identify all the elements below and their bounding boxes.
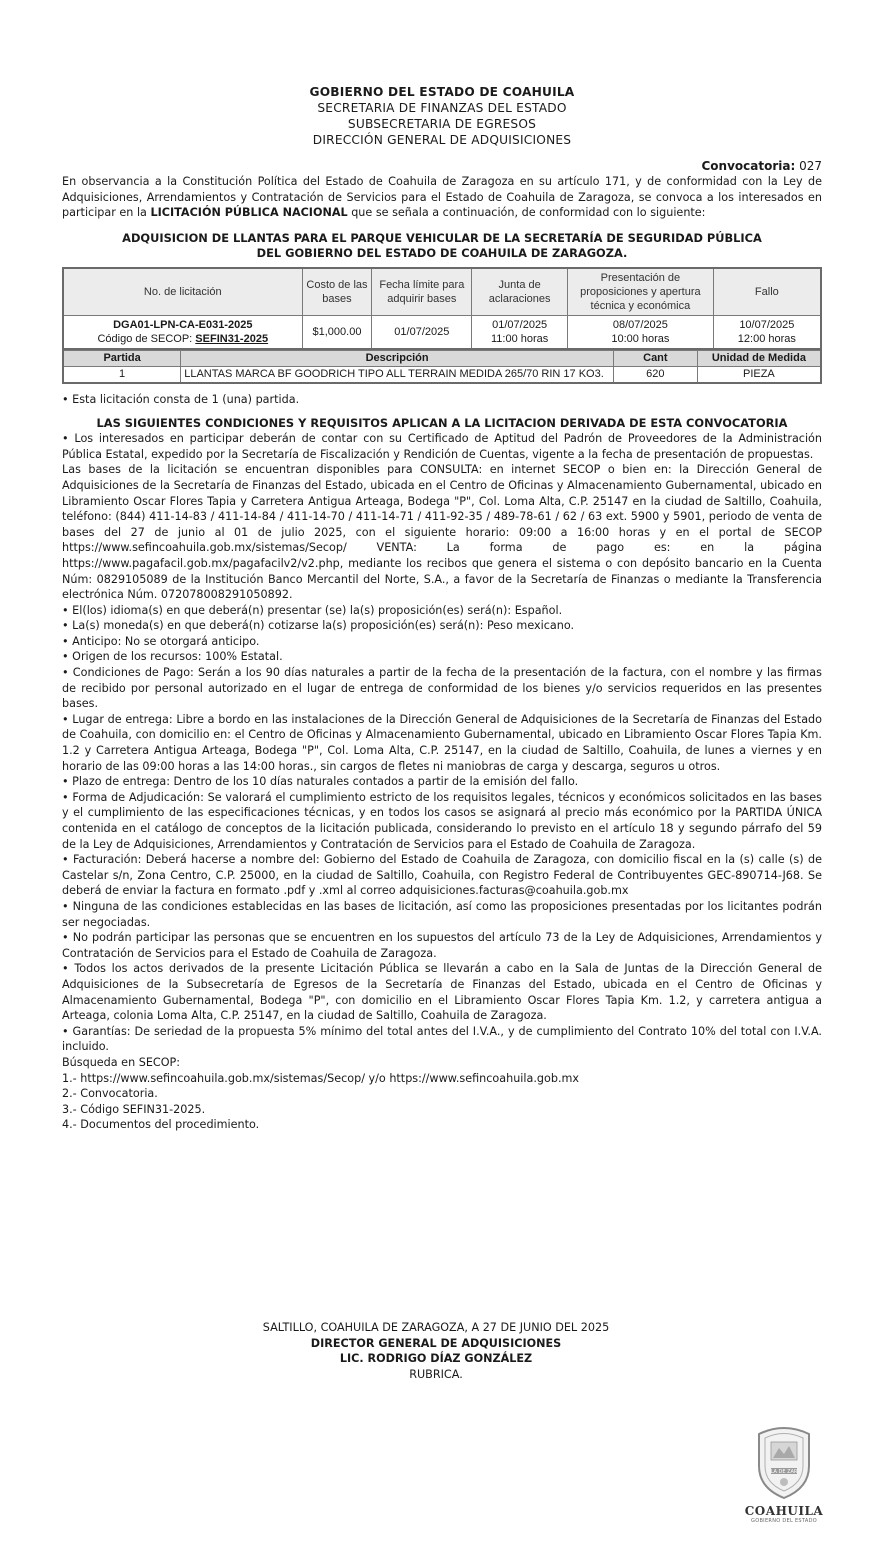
- fallo-date: 10/07/2025: [739, 318, 795, 331]
- secop-code-label: Código de SECOP:: [97, 332, 196, 345]
- signature-block: [0, 1320, 872, 1382]
- header-subsecretariat: SUBSECRETARIA DE EGRESOS: [347, 117, 537, 131]
- tender-title: [62, 231, 822, 262]
- th-junta: Junta de aclaraciones: [472, 268, 568, 316]
- secop-step: 1.- https://www.sefincoahuila.gob.mx/sistemas/Secop/ y/o https://www.sefincoahuila.gob.mx: [62, 1071, 580, 1085]
- presentacion-date: 08/07/2025: [612, 318, 668, 331]
- td-fallo: [713, 315, 821, 349]
- td-partida: 1: [63, 366, 181, 383]
- secop-code-line: [67, 332, 299, 346]
- condition-item: • Garantías: De seriedad de la propuesta 5% mínimo del total antes del I.V.A., y de cumplimiento del Contrato 10% del total con I.V.A. incluido.: [62, 1024, 822, 1054]
- convocatoria-value: 027: [799, 159, 822, 173]
- th-costo: Costo de las bases: [302, 268, 372, 316]
- shield-text: LA DE ZAR: [770, 1469, 798, 1475]
- intro-part-1: En observancia a la Constitución Política del Estado de Coahuila de Zaragoza en su artículo 171, y de conformidad con la Ley de Adquisiciones, Arrendamientos y Contratación de Servicios para el Estado de Coahuila de Zaragoza, se convoca a los interesados en participar en la: [62, 175, 822, 220]
- condition-item: Las bases de la licitación se encuentran disponibles para CONSULTA: en internet SECOP o bien en: la Dirección General de Adquisiciones de la Secretaría de Finanzas del Estado, ubicada en el Centro de Oficinas y Almacenamiento Gubernamental, ubicado en Libramiento Oscar Flores Tapia y Carretera Antigua Arteaga, Bodega "P", Col. Loma Alta, C.P. 25147 en la ciudad de Saltillo, Coahuila, teléfono: (844) 411-14-83 / 411-14-84 / 411-14-70 / 411-14-71 / 411-92-35 / 489-78-61 / 62 / 63 ext. 5900 y 5901, periodo de venta de bases del 27 de junio al 01 de julio 2025, con el siguiente horario: 09:00 a 16:00 horas y en el portal de SECOP https://www.sefincoahuila.gob.mx/sistemas/Secop/ VENTA: La forma de pago es: en la página https://www.pagafacil.gob.mx/pagafacilv2/v2.php, mediante los recibos que genera el sistema o con depósito bancario en la Cuenta Núm: 0829105089 de la Institución Banco Mercantil del Norte, S.A., a favor de la Secretaría de Finanzas o mediante la Transferencia electrónica Núm. 072078008291050892.: [62, 463, 822, 602]
- document-page: [62, 84, 822, 1133]
- th-partida: Partida: [63, 350, 181, 366]
- condition-item: • Anticipo: No se otorgará anticipo.: [62, 634, 260, 648]
- coahuila-logo: [742, 1420, 826, 1524]
- th-cant: Cant: [613, 350, 697, 366]
- condition-item: • Lugar de entrega: Libre a bordo en las instalaciones de la Dirección General de Adquisiciones de la Secretaría de Finanzas del Estado de Coahuila, con domicilio en: el Centro de Oficinas y Almacenamiento Gubernamental, ubicado en Libramiento Oscar Flores Tapia Km. 1.2 y Carretera Antigua Arteaga, Bodega "P", Col. Loma Alta, C.P. 25147, en la ciudad de Saltillo, Coahuila, de lunes a viernes y en horario de las 09:00 horas a las 14:00 horas., sin cargos de fletes ni maniobras de carga y descarga, seguros u otros.: [62, 712, 822, 773]
- items-table: [62, 350, 822, 384]
- secop-step: 2.- Convocatoria.: [62, 1087, 158, 1101]
- intro-bold: LICITACIÓN PÚBLICA NACIONAL: [150, 206, 348, 220]
- condition-item: • Todos los actos derivados de la presente Licitación Pública se llevarán a cabo en la Sala de Juntas de la Dirección General de Adquisiciones de la Subsecretaría de Egresos de la Secretaría de Finanzas del Estado, ubicada en el Centro de Oficinas y Almacenamiento Gubernamental, Bodega "P", con domicilio en el Libramiento Oscar Flores Tapia Km. 1.2, y carretera antigua a Arteaga, colonia Loma Alta, C.P. 25147, en la ciudad de Saltillo, Coahuila de Zaragoza.: [62, 962, 822, 1023]
- tender-title-line-1: ADQUISICION DE LLANTAS PARA EL PARQUE VEHICULAR DE LA SECRETARÍA DE SEGURIDAD PÚBLICA: [122, 230, 762, 245]
- signature-place-date: SALTILLO, COAHUILA DE ZARAGOZA, A 27 DE JUNIO DEL 2025: [262, 1321, 610, 1334]
- items-header-row: [63, 350, 821, 366]
- td-unidad: PIEZA: [697, 366, 821, 383]
- tender-title-line-2: DEL GOBIERNO DEL ESTADO DE COAHUILA DE ZARAGOZA.: [256, 246, 628, 261]
- th-licitacion: No. de licitación: [63, 268, 302, 316]
- convocatoria-label: Convocatoria:: [701, 159, 796, 173]
- secop-code: SEFIN31-2025: [195, 332, 269, 345]
- header-secretariat: SECRETARIA DE FINANZAS DEL ESTADO: [317, 101, 567, 115]
- signature-position: DIRECTOR GENERAL DE ADQUISICIONES: [310, 1336, 562, 1350]
- secop-step: 4.- Documentos del procedimiento.: [62, 1118, 260, 1132]
- th-fecha: Fecha límite para adquirir bases: [372, 268, 472, 316]
- condition-item: • Forma de Adjudicación: Se valorará el cumplimiento estricto de los requisitos legales, técnicos y económicos solicitados en las bases y el cumplimiento de las especificaciones técnicas, y en todos los casos se asignará al precio más económico por la PARTIDA ÚNICA contenida en el catálogo de conceptos de la licitación publicada, considerando lo previsto en el artículo 18 y segundo párrafo del 59 de la Ley de Adquisiciones, Arrendamientos y Contratación de Servicios para el Estado de Coahuila de Zaragoza.: [62, 790, 822, 851]
- td-junta: [472, 315, 568, 349]
- condition-item: • Plazo de entrega: Dentro de los 10 días naturales contados a partir de la emisión del fallo.: [62, 775, 579, 789]
- condition-item: • Origen de los recursos: 100% Estatal.: [62, 650, 283, 664]
- td-presentacion: [568, 315, 714, 349]
- condition-item: • Facturación: Deberá hacerse a nombre del: Gobierno del Estado de Coahuila de Zaragoza, con domicilio fiscal en la (s) calle (s) de Castelar s/n, Zona Centro, C.P. 25000, en la ciudad de Saltillo, Coahuila, con Registro Federal de Contribuyentes GEC-890714-J68. Se deberá de enviar la factura en formato .pdf y .xml al correo adquisiciones.facturas@coahuila.gob.mx: [62, 853, 822, 898]
- junta-time: 11:00 horas: [491, 332, 549, 345]
- presentacion-time: 10:00 horas: [611, 332, 670, 345]
- th-unidad: Unidad de Medida: [697, 350, 821, 366]
- junta-date: 01/07/2025: [492, 318, 548, 331]
- fallo-time: 12:00 horas: [737, 332, 796, 345]
- items-row: [63, 366, 821, 383]
- secop-step: 3.- Código SEFIN31-2025.: [62, 1102, 206, 1116]
- th-fallo: Fallo: [713, 268, 821, 316]
- condition-item: • No podrán participar las personas que se encuentren en los supuestos del artículo 73 de la Ley de Adquisiciones, Arrendamientos y Contratación de Servicios para el Estado de Coahuila de Zaragoza.: [62, 931, 822, 960]
- signature-rubrica: RUBRICA.: [409, 1367, 463, 1381]
- th-presentacion: Presentación de proposiciones y apertura técnica y económica: [568, 268, 714, 316]
- convocatoria-number: [62, 158, 822, 174]
- partida-note: • Esta licitación consta de 1 (una) partida.: [62, 392, 300, 406]
- intro-paragraph: [62, 174, 822, 221]
- logo-subtitle: GOBIERNO DEL ESTADO: [751, 1518, 817, 1524]
- td-cant: 620: [613, 366, 697, 383]
- conditions-title: LAS SIGUIENTES CONDICIONES Y REQUISITOS APLICAN A LA LICITACION DERIVADA DE ESTA CONVOCATORIA: [96, 415, 788, 430]
- tender-schedule-table: [62, 267, 822, 350]
- logo-name: COAHUILA: [744, 1504, 824, 1518]
- td-fecha: 01/07/2025: [372, 315, 472, 349]
- intro-part-2: que se señala a continuación, de conformidad con lo siguiente:: [347, 206, 706, 220]
- condition-item: • Condiciones de Pago: Serán a los 90 días naturales a partir de la fecha de la presentación de la factura, con el nombre y las firmas de recibido por personal autorizado en el lugar de entrega de conformidad de los bienes y/o servicios requeridos en las presentes bases.: [62, 666, 822, 711]
- secop-search-title: Búsqueda en SECOP:: [62, 1055, 181, 1069]
- header-direction: DIRECCIÓN GENERAL DE ADQUISICIONES: [312, 133, 572, 147]
- td-costo: $1,000.00: [302, 315, 372, 349]
- conditions-list: [62, 431, 822, 1133]
- header-government: GOBIERNO DEL ESTADO DE COAHUILA: [309, 85, 575, 99]
- coat-of-arms-icon: [749, 1420, 819, 1502]
- condition-item: • El(los) idioma(s) en que deberá(n) presentar (se) la(s) proposición(es) será(n): Español.: [62, 603, 563, 617]
- td-licitacion: [63, 315, 302, 349]
- condition-item: • Ninguna de las condiciones establecidas en las bases de licitación, así como las proposiciones presentadas por los licitantes podrán ser negociadas.: [62, 899, 822, 929]
- document-header: [62, 84, 822, 148]
- th-descripcion: Descripción: [181, 350, 614, 366]
- schedule-header-row: [63, 268, 821, 316]
- td-descripcion: LLANTAS MARCA BF GOODRICH TIPO ALL TERRAIN MEDIDA 265/70 RIN 17 KO3.: [181, 366, 614, 383]
- condition-item: • Los interesados en participar deberán de contar con su Certificado de Aptitud del Padrón de Proveedores de la Administración Pública Estatal, expedido por la Secretaría de Fiscalización y Rendición de Cuentas, vigente a la fecha de presentación de propuestas.: [62, 432, 822, 461]
- signature-name: LIC. RODRIGO DÍAZ GONZÁLEZ: [339, 1352, 533, 1366]
- licitacion-number: DGA01-LPN-CA-E031-2025: [113, 318, 253, 331]
- condition-item: • La(s) moneda(s) en que deberá(n) cotizarse la(s) proposición(es) será(n): Peso mexicano.: [62, 619, 575, 633]
- schedule-row: [63, 315, 821, 349]
